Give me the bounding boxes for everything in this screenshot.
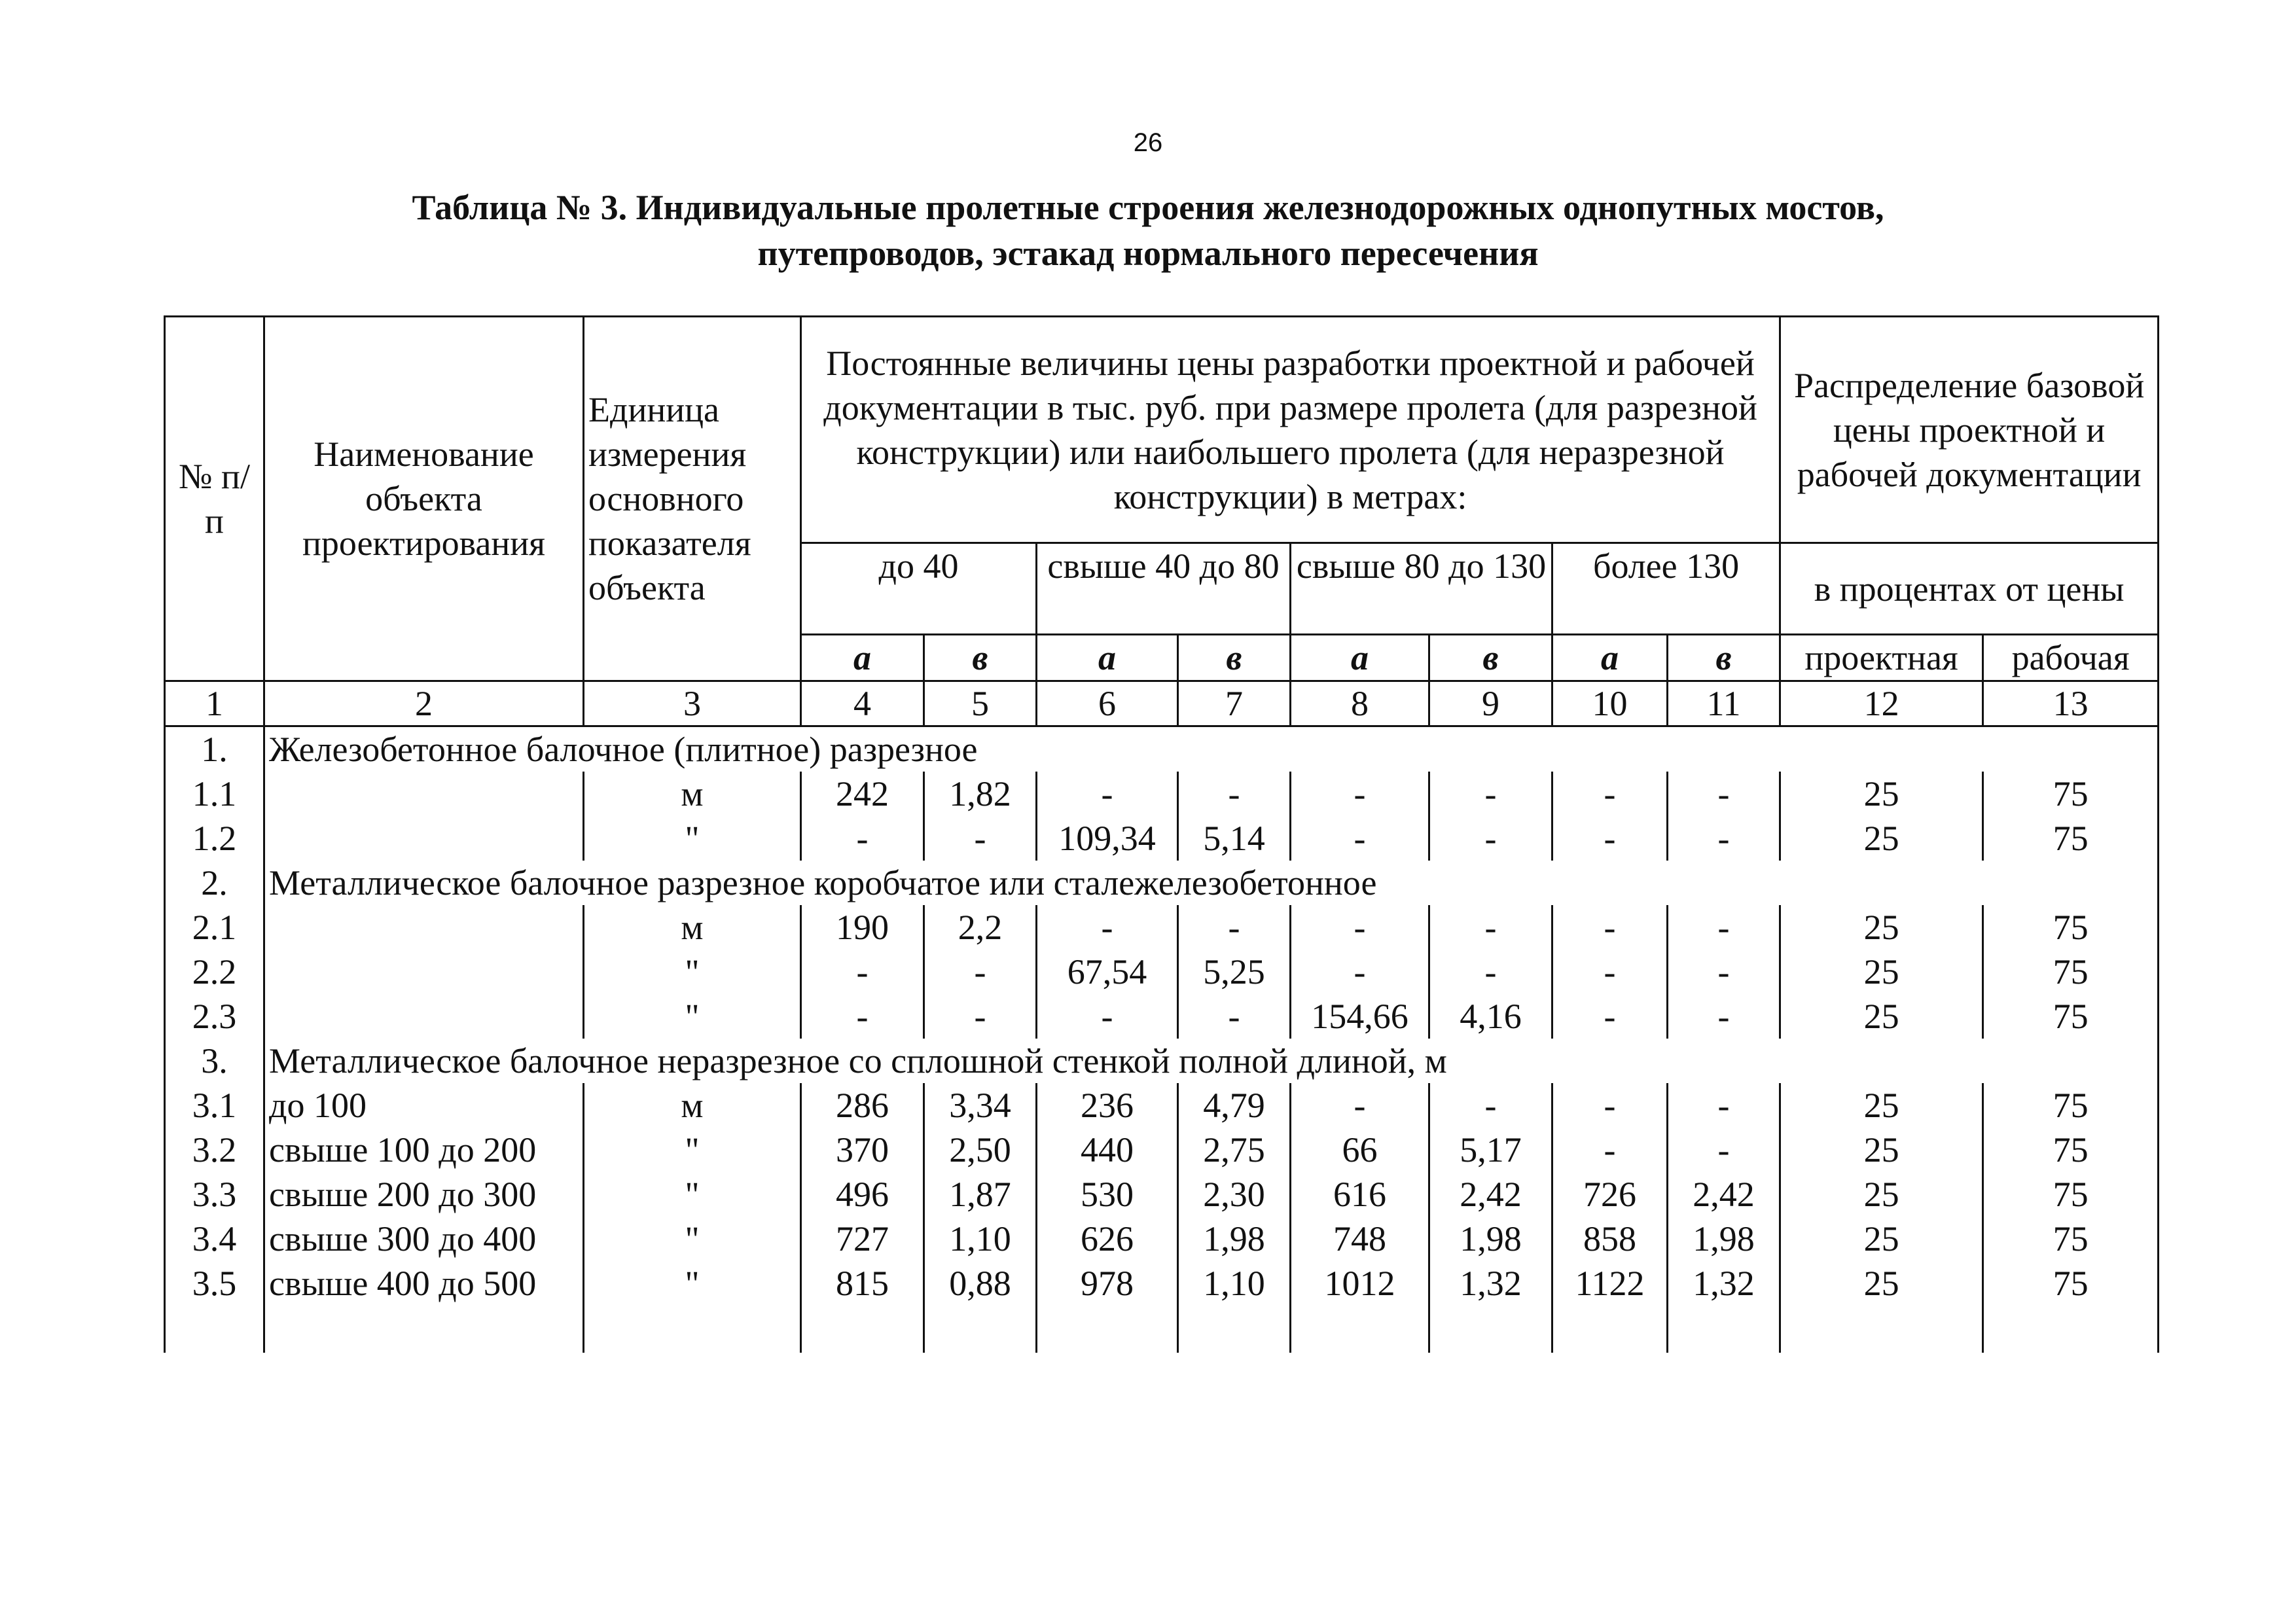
value-cell: - [1668,950,1780,994]
value-cell: - [1552,1083,1668,1128]
value-cell: 530 [1037,1172,1178,1217]
value-cell: - [801,994,924,1039]
value-cell: - [1291,816,1429,861]
value-cell: 5,25 [1178,950,1291,994]
value-cell: 4,16 [1429,994,1552,1039]
header-span-4: более 130 [1552,543,1780,635]
value-cell: 727 [801,1217,924,1261]
unit: " [584,816,801,861]
value-cell: - [1429,1083,1552,1128]
group-title: Металлическое балочное разрезное коробчатое или сталежелезобетонное [264,861,2159,905]
value-cell: - [1552,994,1668,1039]
value-cell: 3,34 [924,1083,1037,1128]
table-row [165,1217,2159,1261]
row-number: 2.3 [165,994,264,1039]
value-cell: 1,10 [924,1217,1037,1261]
value-cell: 190 [801,905,924,950]
value-cell: - [1668,772,1780,816]
column-number: 1 [165,681,264,726]
value-cell: - [801,950,924,994]
row-number: 3.2 [165,1128,264,1172]
value-cell: 1122 [1552,1261,1668,1353]
value-cell: 748 [1291,1217,1429,1261]
value-cell: 1,82 [924,772,1037,816]
table-row [165,905,2159,950]
value-cell: 626 [1037,1217,1178,1261]
row-number: 3.3 [165,1172,264,1217]
value-cell: 75 [1983,905,2159,950]
unit: м [584,1083,801,1128]
price-table [164,315,2159,1353]
value-cell: 75 [1983,950,2159,994]
value-cell: - [1552,950,1668,994]
row-number: 3.4 [165,1217,264,1261]
object-name: свыше 300 до 400 [264,1217,584,1261]
table-row [165,816,2159,861]
value-cell: - [1178,772,1291,816]
unit: " [584,1172,801,1217]
value-cell: - [1429,905,1552,950]
header-span-3: свыше 80 до 130 [1291,543,1552,635]
object-name: до 100 [264,1083,584,1128]
value-cell: 2,50 [924,1128,1037,1172]
value-cell: 236 [1037,1083,1178,1128]
value-cell: 1,98 [1178,1217,1291,1261]
column-number: 11 [1668,681,1780,726]
header-name: Наименование объекта проектирования [264,317,584,681]
value-cell: - [924,950,1037,994]
header-coef-b: в [924,635,1037,681]
object-name [264,905,584,950]
value-cell: - [1552,1128,1668,1172]
value-cell: - [1429,950,1552,994]
header-percent: в процентах от цены [1780,543,2159,635]
value-cell: - [1552,772,1668,816]
object-name [264,772,584,816]
header-coef-b: в [1668,635,1780,681]
value-cell: 25 [1780,1217,1983,1261]
header-design: проектная [1780,635,1983,681]
value-cell: - [1429,772,1552,816]
value-cell: - [1552,816,1668,861]
value-cell: 75 [1983,1083,2159,1128]
object-name [264,950,584,994]
value-cell: - [924,816,1037,861]
row-number: 2.2 [165,950,264,994]
value-cell: 75 [1983,1261,2159,1353]
header-coef-a: а [1291,635,1429,681]
value-cell: 1,98 [1668,1217,1780,1261]
value-cell: - [1037,905,1178,950]
header-unit: Единица измерения основного показателя объекта [584,317,801,681]
value-cell: 496 [801,1172,924,1217]
value-cell: 2,30 [1178,1172,1291,1217]
table-title [0,185,2296,276]
value-cell: 0,88 [924,1261,1037,1353]
row-number: 2.1 [165,905,264,950]
header-working: рабочая [1983,635,2159,681]
value-cell: 25 [1780,905,1983,950]
value-cell: 25 [1780,772,1983,816]
object-name: свыше 200 до 300 [264,1172,584,1217]
value-cell: - [1429,816,1552,861]
value-cell: 25 [1780,1172,1983,1217]
header-num: № п/п [165,317,264,681]
value-cell: 109,34 [1037,816,1178,861]
unit: " [584,1217,801,1261]
value-cell: - [1291,1083,1429,1128]
value-cell: - [1178,994,1291,1039]
column-number: 7 [1178,681,1291,726]
value-cell: - [1668,816,1780,861]
table-body [165,726,2159,1353]
group-row [165,861,2159,905]
column-number: 9 [1429,681,1552,726]
value-cell: - [1037,994,1178,1039]
unit: " [584,1261,801,1353]
value-cell: 75 [1983,816,2159,861]
header-coef-a: а [1037,635,1178,681]
value-cell: 75 [1983,1128,2159,1172]
row-number: 1.2 [165,816,264,861]
value-cell: - [1668,1083,1780,1128]
value-cell: 2,75 [1178,1128,1291,1172]
value-cell: 1,32 [1429,1261,1552,1353]
table-title-line-1: Таблица № 3. Индивидуальные пролетные строения железнодорожных однопутных мостов, [412,188,1884,227]
value-cell: 5,14 [1178,816,1291,861]
unit: " [584,994,801,1039]
header-prices: Постоянные величины цены разработки проектной и рабочей документации в тыс. руб. при размере пролета (для разрезной конструкции) или наибольшего пролета (для неразрезной конструкции) в метрах: [801,317,1780,543]
value-cell: 242 [801,772,924,816]
object-name [264,994,584,1039]
value-cell: 5,17 [1429,1128,1552,1172]
value-cell: 25 [1780,994,1983,1039]
column-number: 2 [264,681,584,726]
value-cell: 1,32 [1668,1261,1780,1353]
column-number: 12 [1780,681,1983,726]
unit: " [584,950,801,994]
column-number: 4 [801,681,924,726]
value-cell: 1,87 [924,1172,1037,1217]
value-cell: 858 [1552,1217,1668,1261]
table-row [165,1172,2159,1217]
value-cell: 67,54 [1037,950,1178,994]
value-cell: 616 [1291,1172,1429,1217]
header-coef-a: а [1552,635,1668,681]
table-row [165,950,2159,994]
header-distribution: Распределение базовой цены проектной и рабочей документации [1780,317,2159,543]
row-number: 3.1 [165,1083,264,1128]
value-cell: 978 [1037,1261,1178,1353]
table-row [165,1261,2159,1353]
table-row [165,994,2159,1039]
unit: м [584,772,801,816]
group-row [165,1039,2159,1083]
header-coef-a: а [801,635,924,681]
row-number: 2. [165,861,264,905]
value-cell: 25 [1780,1261,1983,1353]
value-cell: - [1291,905,1429,950]
value-cell: 25 [1780,1128,1983,1172]
header-span-2: свыше 40 до 80 [1037,543,1291,635]
row-number: 1. [165,726,264,772]
value-cell: 75 [1983,1172,2159,1217]
column-number: 5 [924,681,1037,726]
value-cell: - [1668,905,1780,950]
object-name: свыше 100 до 200 [264,1128,584,1172]
object-name [264,816,584,861]
value-cell: 2,42 [1429,1172,1552,1217]
table-row [165,772,2159,816]
value-cell: 2,2 [924,905,1037,950]
value-cell: - [1037,772,1178,816]
value-cell: 440 [1037,1128,1178,1172]
value-cell: 25 [1780,816,1983,861]
value-cell: 75 [1983,994,2159,1039]
value-cell: 4,79 [1178,1083,1291,1128]
value-cell: - [1291,772,1429,816]
table-row [165,1083,2159,1128]
table-row [165,1128,2159,1172]
column-number: 13 [1983,681,2159,726]
row-number: 3.5 [165,1261,264,1353]
row-number: 3. [165,1039,264,1083]
value-cell: - [1552,905,1668,950]
value-cell: - [924,994,1037,1039]
value-cell: 154,66 [1291,994,1429,1039]
group-row [165,726,2159,772]
header-span-1: до 40 [801,543,1037,635]
row-number: 1.1 [165,772,264,816]
value-cell: - [1668,1128,1780,1172]
value-cell: 1012 [1291,1261,1429,1353]
value-cell: 25 [1780,1083,1983,1128]
column-number: 6 [1037,681,1178,726]
value-cell: 75 [1983,1217,2159,1261]
page-number: 26 [1133,128,1163,157]
value-cell: - [801,816,924,861]
column-number: 10 [1552,681,1668,726]
column-number: 8 [1291,681,1429,726]
group-title: Железобетонное балочное (плитное) разрезное [264,726,2159,772]
value-cell: - [1178,905,1291,950]
value-cell: 370 [801,1128,924,1172]
value-cell: 815 [801,1261,924,1353]
value-cell: - [1291,950,1429,994]
value-cell: 1,10 [1178,1261,1291,1353]
table-title-line-2: путепроводов, эстакад нормального пересечения [757,234,1539,273]
value-cell: 25 [1780,950,1983,994]
value-cell: 726 [1552,1172,1668,1217]
value-cell: 1,98 [1429,1217,1552,1261]
group-title: Металлическое балочное неразрезное со сплошной стенкой полной длиной, м [264,1039,2159,1083]
object-name: свыше 400 до 500 [264,1261,584,1353]
value-cell: 286 [801,1083,924,1128]
header-coef-b: в [1429,635,1552,681]
value-cell: 66 [1291,1128,1429,1172]
value-cell: 2,42 [1668,1172,1780,1217]
unit: м [584,905,801,950]
unit: " [584,1128,801,1172]
header-coef-b: в [1178,635,1291,681]
value-cell: 75 [1983,772,2159,816]
column-number: 3 [584,681,801,726]
value-cell: - [1668,994,1780,1039]
